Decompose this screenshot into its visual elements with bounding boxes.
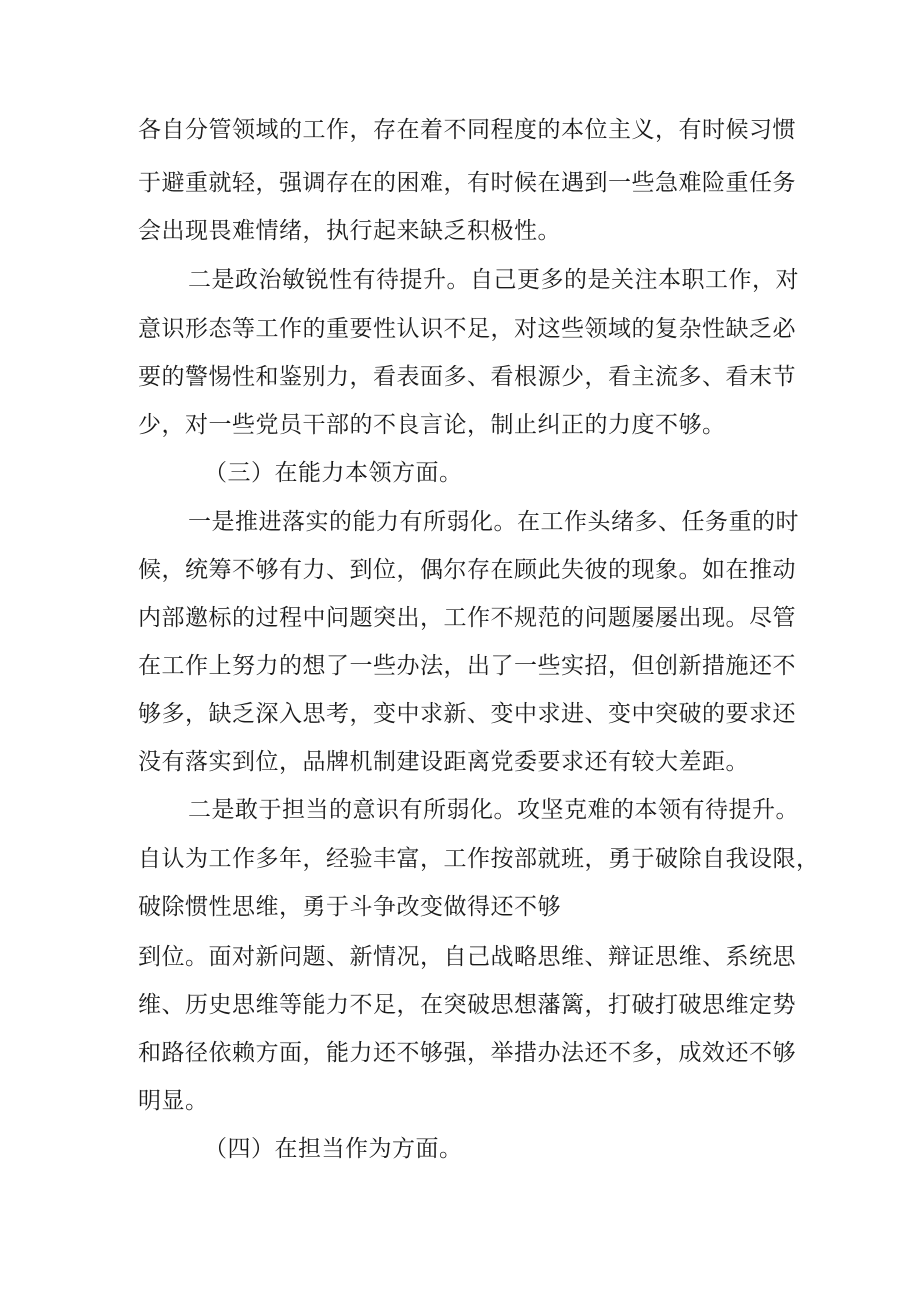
text-line-16: 自认为工作多年，经验丰富，工作按部就班，勇于破除自我设限， [138, 846, 820, 872]
text-line-2: 于避重就轻，强调存在的困难，有时候在遇到一些急难险重任务 [138, 170, 796, 196]
text-line-14: 没有落实到位，品牌机制建设距离党委要求还有较大差距。 [138, 749, 749, 775]
text-line-20: 和路径依赖方面，能力还不够强，举措办法还不多，成效还不够 [138, 1040, 796, 1066]
section-heading-4: （四）在担当作为方面。 [204, 1136, 463, 1162]
text-line-5: 意识形态等工作的重要性认识不足，对这些领域的复杂性缺乏必 [138, 316, 796, 342]
text-line-9: 一是推进落实的能力有所弱化。在工作头绪多、任务重的时 [188, 509, 799, 535]
text-line-15: 二是敢于担当的意识有所弱化。攻坚克难的本领有待提升。 [188, 797, 799, 823]
text-line-17: 破除惯性思维，勇于斗争改变做得还不够 [138, 894, 561, 920]
section-heading-3: （三）在能力本领方面。 [204, 460, 463, 486]
text-line-13: 够多，缺乏深入思考，变中求新、变中求进、变中突破的要求还 [138, 701, 796, 727]
text-line-4: 二是政治敏锐性有待提升。自己更多的是关注本职工作，对 [188, 267, 799, 293]
text-line-12: 在工作上努力的想了一些办法，出了一些实招，但创新措施还不 [138, 653, 796, 679]
text-line-10: 候，统筹不够有力、到位，偶尔存在顾此失彼的现象。如在推动 [138, 557, 796, 583]
text-line-6: 要的警惕性和鉴别力，看表面多、看根源少，看主流多、看末节 [138, 364, 796, 390]
text-line-21: 明显。 [138, 1088, 209, 1114]
text-line-7: 少，对一些党员干部的不良言论，制止纠正的力度不够。 [138, 412, 726, 438]
text-line-19: 维、历史思维等能力不足，在突破思想藩篱，打破打破思维定势 [138, 992, 796, 1018]
text-line-1: 各自分管领域的工作，存在着不同程度的本位主义，有时候习惯 [138, 117, 796, 143]
text-line-18: 到位。面对新问题、新情况，自己战略思维、辩证思维、系统思 [138, 944, 796, 970]
text-line-3: 会出现畏难情绪，执行起来缺乏积极性。 [138, 218, 561, 244]
text-line-11: 内部邀标的过程中问题突出，工作不规范的问题屡屡出现。尽管 [138, 605, 796, 631]
